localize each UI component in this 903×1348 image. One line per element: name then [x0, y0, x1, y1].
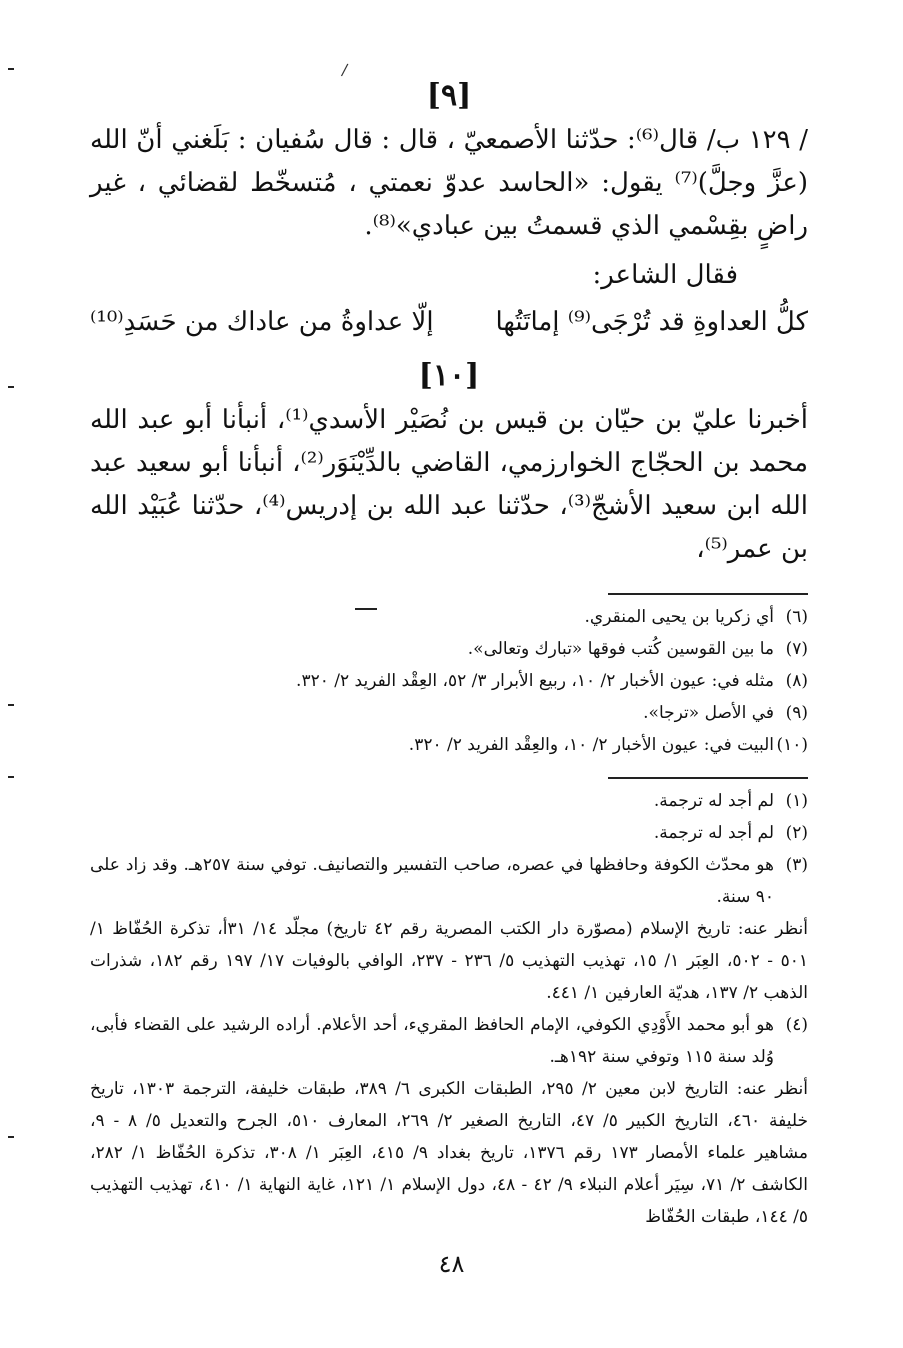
verse-line [90, 301, 808, 344]
footnote [90, 817, 808, 849]
page-number: ٤٨ [438, 1250, 465, 1278]
footnote-rule [608, 593, 808, 595]
footnote-number: (٨) [785, 671, 808, 691]
footnote-text: هو محدّث الكوفة وحافظها في عصره، صاحب التفسير والتصانيف. توفي سنة ٢٥٧هـ. وقد زاد على ٩٠ سنة. [90, 855, 774, 907]
footnote-number: (١٠) [776, 735, 808, 755]
paragraph: / ١٢٩ ب/ قال⁽⁶⁾: حدّثنا الأصمعيّ ، قال : قال سُفيان : بَلَغني أنّ الله (عزَّ وجلَّ)⁽⁷⁾ يقول: «الحاسد عدوّ نعمتي ، مُتسخّط لقضائي ، غير راضٍ بقِسْمي الذي قسمتُ بين عبادي»⁽⁸⁾. [90, 125, 808, 241]
paragraph: أخبرنا عليّ بن حيّان بن قيس بن نُصَيْر الأسدي⁽¹⁾، أنبأنا أبو عبد الله محمد بن الحجّاج الخوارزمي، القاضي بالدِّيْنَوَر⁽²⁾، أنبأنا أبو سعيد عبد الله ابن سعيد الأشجّ⁽³⁾، حدّثنا عبد الله بن إدريس⁽⁴⁾، حدّثنا عُبَيْد الله بن عمر⁽⁵⁾، [90, 405, 808, 564]
poet-intro: فقال الشاعر: [592, 260, 738, 290]
footnote [90, 849, 808, 913]
margin-mark [8, 386, 14, 388]
footnote-references: أنظر عنه: التاريخ لابن معين ٢/ ٢٩٥، الطبقات الكبرى ٦/ ٣٨٩، طبقات خليفة، الترجمة ١٣٠٣، تاريخ خليفة ٤٦٠، التاريخ الكبير ٥/ ٤٧، التاريخ الصغير ٢/ ٢٦٩، المعارف ٥١٠، الجرح والتعديل ٥/ ٨ - ٩، مشاهير علماء الأمصار ١٧٣ رقم ١٣٧٦، تاريخ بغداد ٩/ ٤١٥، العِبَر ١/ ٣٠٨، تذكرة الحُفّاظ ١/ ٢٨٢، الكاشف ٢/ ٧١، سِيَر أعلام النبلاء ٩/ ٤٢ - ٤٨، دول الإسلام ١/ ١٢١، غاية النهاية ١/ ٤١٠، تهذيب التهذيب ٥/ ١٤٤، طبقات الحُفّاظ [90, 1079, 808, 1227]
footnote-text: في الأصل «ترجا». [643, 703, 774, 723]
footnote-text: ما بين القوسين كُتب فوقها «تبارك وتعالى». [467, 639, 774, 659]
footnote-number: (٤) [785, 1015, 808, 1035]
verse-second-hemistich: إلّا عداوةُ من عاداك من حَسَدِ⁽¹⁰⁾ [90, 307, 434, 337]
verse-first-hemistich: كلُّ العداوةِ قد تُرْجَى⁽⁹⁾ إماتَتُها [495, 307, 808, 337]
footnote-number: (٩) [785, 703, 808, 723]
footnotes-a [90, 601, 808, 761]
margin-mark [8, 776, 14, 778]
footnote-text: أي زكريا بن يحيى المنقري. [584, 607, 774, 627]
footnote-references: أنظر عنه: تاريخ الإسلام (مصوّرة دار الكتب المصرية رقم ٤٢ تاريخ) مجلّد ١٤/ ٣١أ، تذكرة الحُفّاظ ١/ ٥٠١ - ٥٠٢، العِبَر ١/ ١٥، تهذيب التهذيب ٥/ ٢٣٦ - ٢٣٧، الوافي بالوفيات ١٧/ ١٩٧ رقم ١٨٢، شذرات الذهب ٢/ ١٣٧، هديّة العارفين ١/ ٤٤١. [90, 919, 808, 1003]
footnote [90, 633, 808, 665]
footnote-number: (٢) [785, 823, 808, 843]
footnote-number: (١) [785, 791, 808, 811]
footnote [90, 729, 808, 761]
section-number: [٩] [426, 78, 472, 113]
margin-mark [8, 1136, 14, 1138]
section-number: [١٠] [418, 358, 480, 393]
footnotes-b [90, 785, 808, 1233]
margin-mark [8, 704, 14, 706]
footnote-text: لم أجد له ترجمة. [653, 823, 774, 843]
footnote-text: مثله في: عيون الأخبار ٢/ ١٠، ربيع الأبرار ٣/ ٥٢، العِقْد الفريد ٢/ ٣٢٠. [296, 671, 774, 691]
footnote-text: البيت في: عيون الأخبار ٢/ ١٠، والعِقْد الفريد ٢/ ٣٢٠. [408, 735, 774, 755]
stray-mark: / [340, 59, 349, 80]
footnote [90, 785, 808, 817]
footnote-number: (٦) [785, 607, 808, 627]
footnote-text: هو أبو محمد الأَوْدِي الكوفي، الإمام الحافظ المقريء، أحد الأعلام. أراده الرشيد على القضاء فأبى، وُلد سنة ١١٥ وتوفي سنة ١٩٢هـ. [90, 1015, 774, 1067]
footnote-text: لم أجد له ترجمة. [653, 791, 774, 811]
footnote [90, 697, 808, 729]
footnote-rule [608, 777, 808, 779]
footnote [90, 601, 808, 633]
margin-mark [8, 68, 14, 70]
footnote [90, 1009, 808, 1073]
footnote-number: (٧) [785, 639, 808, 659]
footnote-number: (٣) [785, 855, 808, 875]
footnote [90, 665, 808, 697]
page-body [90, 70, 808, 1233]
